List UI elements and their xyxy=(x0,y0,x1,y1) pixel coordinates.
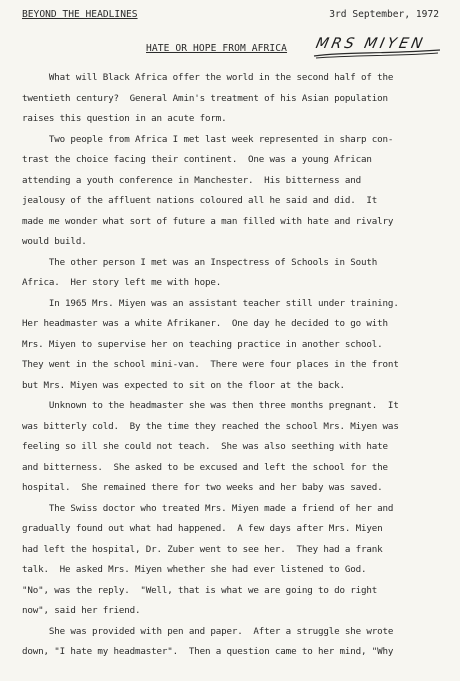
article-title: HATE OR HOPE FROM AFRICA xyxy=(146,43,288,54)
text-line: What will Black Africa offer the world in the second half of the xyxy=(22,72,394,83)
text-line: The other person I met was an Inspectress of Schools in South xyxy=(22,256,378,268)
text-line: Two people from Africa I met last week represented in sharp con- xyxy=(22,133,394,145)
text-line: The Swiss doctor who treated Mrs. Miyen made a friend of her and xyxy=(22,502,394,514)
text-line: Africa. Her story left me with hope. xyxy=(22,277,222,288)
text-line: twentieth century? General Amin's treatment of his Asian population xyxy=(22,92,388,104)
text-line: was bitterly cold. By the time they reached the school Mrs. Miyen was xyxy=(22,420,399,432)
article-body xyxy=(22,68,442,663)
text-line: "No", was the reply. "Well, that is what we are going to do right xyxy=(22,584,378,596)
text-line: attending a youth conference in Manchester. His bitterness and xyxy=(22,174,362,186)
text-line: They went in the school mini-van. There were four places in the front xyxy=(22,359,399,370)
text-line: In 1965 Mrs. Miyen was an assistant teacher still under training. xyxy=(22,297,399,309)
text-line: down, "I hate my headmaster". Then a question came to her mind, "Why xyxy=(22,646,394,657)
text-line: feeling so ill she could not teach. She was also seething with hate xyxy=(22,441,388,452)
text-line: raises this question in an acute form. xyxy=(22,113,227,124)
text-line: and bitterness. She asked to be excused and left the school for the xyxy=(22,461,388,473)
text-line: hospital. She remained there for two weeks and her baby was saved. xyxy=(22,482,383,493)
column-heading: BEYOND THE HEADLINES xyxy=(22,9,138,20)
text-line: had left the hospital, Dr. Zuber went to see her. They had a frank xyxy=(22,543,383,555)
text-line: but Mrs. Miyen was expected to sit on the floor at the back. xyxy=(22,379,345,391)
text-line: would build. xyxy=(22,236,87,247)
text-line: Unknown to the headmaster she was then three months pregnant. It xyxy=(22,400,399,411)
text-line: talk. He asked Mrs. Miyen whether she had ever listened to God. xyxy=(22,564,367,575)
text-line: Her headmaster was a white Afrikaner. One day he decided to go with xyxy=(22,318,388,329)
text-line: gradually found out what had happened. A few days after Mrs. Miyen xyxy=(22,523,383,534)
text-line: trast the choice facing their continent. One was a young African xyxy=(22,154,372,165)
text-line: made me wonder what sort of future a man filled with hate and rivalry xyxy=(22,215,394,227)
text-line: now", said her friend. xyxy=(22,605,141,616)
handwritten-annotation xyxy=(312,32,444,60)
handwritten-name: MRS MIYEN xyxy=(314,36,427,52)
text-line: She was provided with pen and paper. After a struggle she wrote xyxy=(22,625,394,637)
text-line: Mrs. Miyen to supervise her on teaching practice in another school. xyxy=(22,338,383,350)
date-line: 3rd September, 1972 xyxy=(329,9,439,20)
text-line: jealousy of the affluent nations coloured all he said and did. It xyxy=(22,195,378,206)
